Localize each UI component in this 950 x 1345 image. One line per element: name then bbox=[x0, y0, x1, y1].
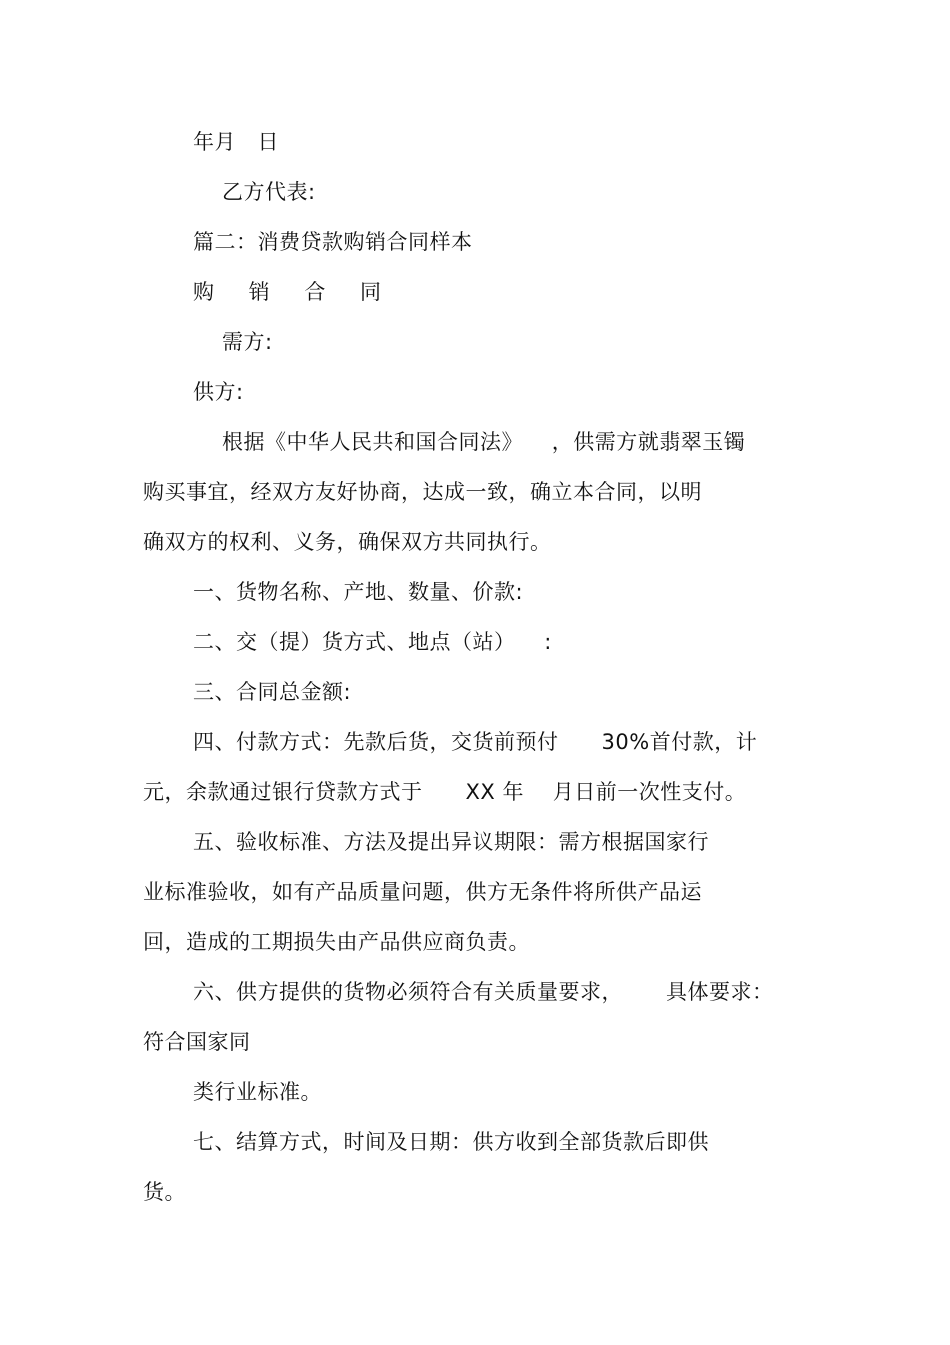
clause-6-line-1: 六、供方提供的货物必须符合有关质量要求， 具体要求： bbox=[193, 980, 774, 1004]
clause-6-line-2: 符合国家同 bbox=[143, 1030, 251, 1054]
clause-4-line-1: 四、付款方式：先款后货，交货前预付 30%首付款，计 bbox=[193, 730, 758, 754]
clause-2: 二、交（提）货方式、地点（站） : bbox=[193, 630, 552, 654]
clause-4-line-2: 元，余款通过银行贷款方式于 XX 年 月日前一次性支付。 bbox=[143, 780, 747, 804]
intro-paragraph-line-1: 根据《中华人民共和国合同法》 ，供需方就翡翠玉镯 bbox=[222, 430, 746, 454]
supplier-label: 供方: bbox=[193, 380, 244, 404]
clause-3: 三、合同总金额: bbox=[193, 680, 352, 704]
demander-label: 需方: bbox=[222, 330, 273, 354]
clause-5-line-1: 五、验收标准、方法及提出异议期限：需方根据国家行 bbox=[193, 830, 709, 854]
party-b-representative: 乙方代表: bbox=[222, 180, 316, 204]
section-title: 篇二：消费贷款购销合同样本 bbox=[193, 230, 473, 254]
contract-title: 购 销 合 同 bbox=[193, 280, 396, 304]
clause-5-line-3: 回，造成的工期损失由产品供应商负责。 bbox=[143, 930, 530, 954]
clause-6-line-3: 类行业标准。 bbox=[193, 1080, 322, 1104]
clause-5-line-2: 业标准验收，如有产品质量问题，供方无条件将所供产品运 bbox=[143, 880, 702, 904]
date-line: 年月 日 bbox=[193, 130, 280, 154]
intro-paragraph-line-2: 购买事宜，经双方友好协商，达成一致，确立本合同，以明 bbox=[143, 480, 702, 504]
clause-1: 一、货物名称、产地、数量、价款: bbox=[193, 580, 524, 604]
clause-7-line-1: 七、结算方式，时间及日期：供方收到全部货款后即供 bbox=[193, 1130, 709, 1154]
clause-7-line-2: 货。 bbox=[143, 1180, 186, 1204]
intro-paragraph-line-3: 确双方的权利、义务，确保双方共同执行。 bbox=[143, 530, 552, 554]
